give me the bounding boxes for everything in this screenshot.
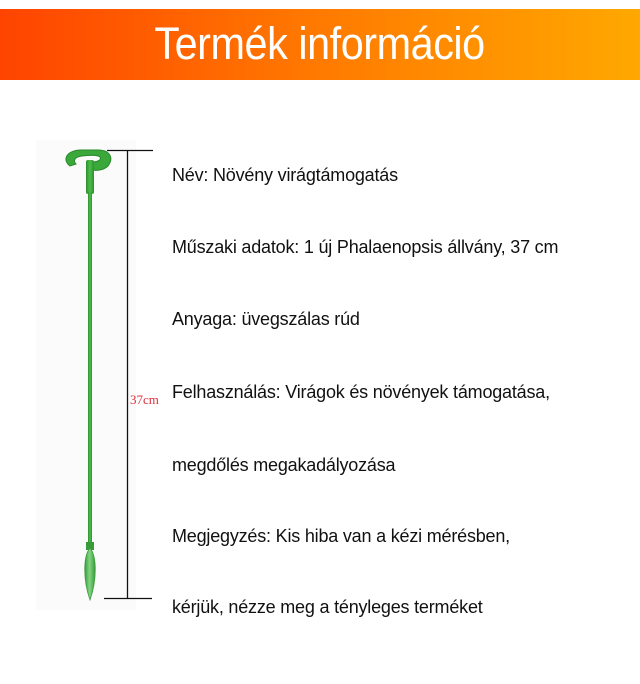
stake-hook-icon [66,150,111,194]
info-note: Megjegyzés: Kis hiba van a kézi mérésben, [172,526,510,546]
info-usage-continued: megdőlés megakadályozása [172,455,396,475]
info-note-continued: kérjük, nézze meg a tényleges terméket [172,597,483,617]
measurement-bracket [104,150,153,599]
stake-stem [88,192,92,548]
page-title: Termék információ [154,18,486,69]
info-usage: Felhasználás: Virágok és növények támogatása, [172,382,550,402]
info-material: Anyaga: üvegszálas rúd [172,309,360,329]
info-specs: Műszaki adatok: 1 új Phalaenopsis állvány, 37 cm [172,237,559,257]
info-name: Név: Növény virágtámogatás [172,165,398,185]
stake-spike-icon [85,542,96,600]
measurement-label: 37cm [130,392,159,407]
